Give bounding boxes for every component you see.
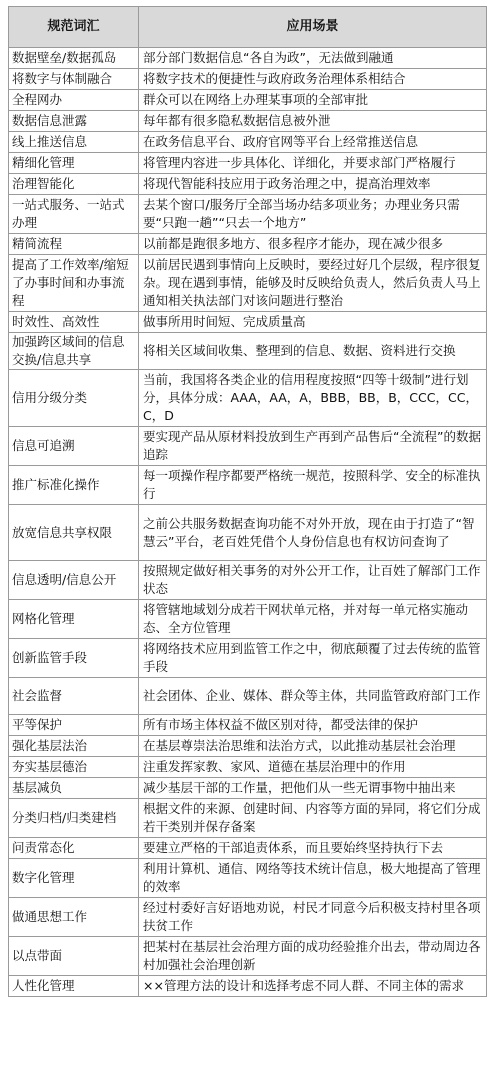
scenario-cell: 把某村在基层社会治理方面的成功经验推介出去，带动周边各村加强社会治理创新 bbox=[139, 937, 487, 976]
table-body bbox=[9, 48, 487, 997]
term-cell: 加强跨区域间的信息交换/信息共享 bbox=[9, 333, 139, 370]
scenario-cell: 社会团体、企业、媒体、群众等主体，共同监管政府部门工作 bbox=[139, 678, 487, 715]
scenario-cell: 在政务信息平台、政府官网等平台上经常推送信息 bbox=[139, 132, 487, 153]
term-cell: 平等保护 bbox=[9, 715, 139, 736]
table-row bbox=[9, 736, 487, 757]
scenario-cell: 注重发挥家教、家风、道德在基层治理中的作用 bbox=[139, 757, 487, 778]
scenario-cell: 将数字技术的便捷性与政府政务治理体系相结合 bbox=[139, 69, 487, 90]
header-scenario: 应用场景 bbox=[139, 7, 487, 48]
table-header-row bbox=[9, 7, 487, 48]
term-cell: 信用分级分类 bbox=[9, 370, 139, 427]
table-row bbox=[9, 778, 487, 799]
table-row bbox=[9, 838, 487, 859]
header-term: 规范词汇 bbox=[9, 7, 139, 48]
table-row bbox=[9, 69, 487, 90]
table-row bbox=[9, 859, 487, 898]
table-row bbox=[9, 976, 487, 997]
scenario-cell: 做事所用时间短、完成质量高 bbox=[139, 312, 487, 333]
term-cell: 全程网办 bbox=[9, 90, 139, 111]
term-cell: 放宽信息共享权限 bbox=[9, 505, 139, 561]
table-row bbox=[9, 937, 487, 976]
term-cell: 提高了工作效率/缩短了办事时间和办事流程 bbox=[9, 255, 139, 312]
table-row bbox=[9, 600, 487, 639]
table-row bbox=[9, 757, 487, 778]
table-row bbox=[9, 561, 487, 600]
scenario-cell: 部分部门数据信息“各自为政”，无法做到融通 bbox=[139, 48, 487, 69]
scenario-cell: 将网络技术应用到监管工作之中，彻底颠覆了过去传统的监管手段 bbox=[139, 639, 487, 678]
scenario-cell: 要建立严格的干部追责体系，而且要始终坚持执行下去 bbox=[139, 838, 487, 859]
table-row bbox=[9, 678, 487, 715]
table-row bbox=[9, 505, 487, 561]
scenario-cell: 根据文件的来源、创建时间、内容等方面的异同，将它们分成若干类别并保存备案 bbox=[139, 799, 487, 838]
table-row bbox=[9, 48, 487, 69]
term-cell: 问责常态化 bbox=[9, 838, 139, 859]
term-cell: 精细化管理 bbox=[9, 153, 139, 174]
table-row bbox=[9, 466, 487, 505]
scenario-cell: 将现代智能科技应用于政务治理之中，提高治理效率 bbox=[139, 174, 487, 195]
term-cell: 数据信息泄露 bbox=[9, 111, 139, 132]
term-cell: 强化基层法治 bbox=[9, 736, 139, 757]
term-cell: 精简流程 bbox=[9, 234, 139, 255]
term-cell: 夯实基层德治 bbox=[9, 757, 139, 778]
table-row bbox=[9, 898, 487, 937]
table-row bbox=[9, 174, 487, 195]
term-cell: 人性化管理 bbox=[9, 976, 139, 997]
table-row bbox=[9, 111, 487, 132]
table-row bbox=[9, 799, 487, 838]
scenario-cell: 利用计算机、通信、网络等技术统计信息，极大地提高了管理的效率 bbox=[139, 859, 487, 898]
table-row bbox=[9, 370, 487, 427]
scenario-cell: 以前都是跑很多地方、很多程序才能办，现在减少很多 bbox=[139, 234, 487, 255]
scenario-cell: 之前公共服务数据查询功能不对外开放，现在由于打造了“智慧云”平台，老百姓凭借个人身份信息也有权访问查询了 bbox=[139, 505, 487, 561]
table-row bbox=[9, 333, 487, 370]
scenario-cell: 经过村委好言好语地劝说，村民才同意今后积极支持村里各项扶贫工作 bbox=[139, 898, 487, 937]
term-cell: 数据壁垒/数据孤岛 bbox=[9, 48, 139, 69]
term-cell: 线上推送信息 bbox=[9, 132, 139, 153]
scenario-cell: 每一项操作程序都要严格统一规范，按照科学、安全的标准执行 bbox=[139, 466, 487, 505]
scenario-cell: 群众可以在网络上办理某事项的全部审批 bbox=[139, 90, 487, 111]
scenario-cell: 以前居民遇到事情向上反映时，要经过好几个层级，程序很复杂。现在遇到事情，能够及时反映给负责人，然后负责人马上通知相关执法部门对该问题进行整治 bbox=[139, 255, 487, 312]
term-cell: 将数字与体制融合 bbox=[9, 69, 139, 90]
scenario-cell: 去某个窗口/服务厅全部当场办结多项业务；办理业务只需要“只跑一趟”“只去一个地方” bbox=[139, 195, 487, 234]
scenario-cell: 在基层尊崇法治思维和法治方式，以此推动基层社会治理 bbox=[139, 736, 487, 757]
table-row bbox=[9, 639, 487, 678]
term-cell: 基层减负 bbox=[9, 778, 139, 799]
term-cell: 网格化管理 bbox=[9, 600, 139, 639]
scenario-cell: 所有市场主体权益不做区别对待，都受法律的保护 bbox=[139, 715, 487, 736]
vocabulary-table-container bbox=[8, 6, 486, 997]
table-row bbox=[9, 195, 487, 234]
term-cell: 信息透明/信息公开 bbox=[9, 561, 139, 600]
term-cell: 信息可追溯 bbox=[9, 427, 139, 466]
term-cell: 时效性、高效性 bbox=[9, 312, 139, 333]
term-cell: 分类归档/归类建档 bbox=[9, 799, 139, 838]
term-cell: 数字化管理 bbox=[9, 859, 139, 898]
scenario-cell: 每年都有很多隐私数据信息被外泄 bbox=[139, 111, 487, 132]
table-row bbox=[9, 234, 487, 255]
scenario-cell: 减少基层干部的工作量，把他们从一些无谓事物中抽出来 bbox=[139, 778, 487, 799]
term-cell: 创新监管手段 bbox=[9, 639, 139, 678]
term-cell: 治理智能化 bbox=[9, 174, 139, 195]
term-cell: 一站式服务、一站式办理 bbox=[9, 195, 139, 234]
table-row bbox=[9, 715, 487, 736]
term-cell: 做通思想工作 bbox=[9, 898, 139, 937]
scenario-cell: 将管理内容进一步具体化、详细化，并要求部门严格履行 bbox=[139, 153, 487, 174]
term-cell: 推广标准化操作 bbox=[9, 466, 139, 505]
table-row bbox=[9, 427, 487, 466]
scenario-cell: 要实现产品从原材料投放到生产再到产品售后“全流程”的数据追踪 bbox=[139, 427, 487, 466]
scenario-cell: ××管理方法的设计和选择考虑不同人群、不同主体的需求 bbox=[139, 976, 487, 997]
table-row bbox=[9, 312, 487, 333]
scenario-cell: 按照规定做好相关事务的对外公开工作，让百姓了解部门工作状态 bbox=[139, 561, 487, 600]
scenario-cell: 将管辖地域划分成若干网状单元格，并对每一单元格实施动态、全方位管理 bbox=[139, 600, 487, 639]
term-cell: 以点带面 bbox=[9, 937, 139, 976]
vocabulary-table bbox=[8, 6, 487, 997]
term-cell: 社会监督 bbox=[9, 678, 139, 715]
table-row bbox=[9, 90, 487, 111]
table-row bbox=[9, 153, 487, 174]
table-row bbox=[9, 132, 487, 153]
scenario-cell: 将相关区域间收集、整理到的信息、数据、资料进行交换 bbox=[139, 333, 487, 370]
scenario-cell: 当前，我国将各类企业的信用程度按照“四等十级制”进行划分，具体分成：AAA，AA，A，BBB，BB，B，CCC，CC，C，D bbox=[139, 370, 487, 427]
table-row bbox=[9, 255, 487, 312]
